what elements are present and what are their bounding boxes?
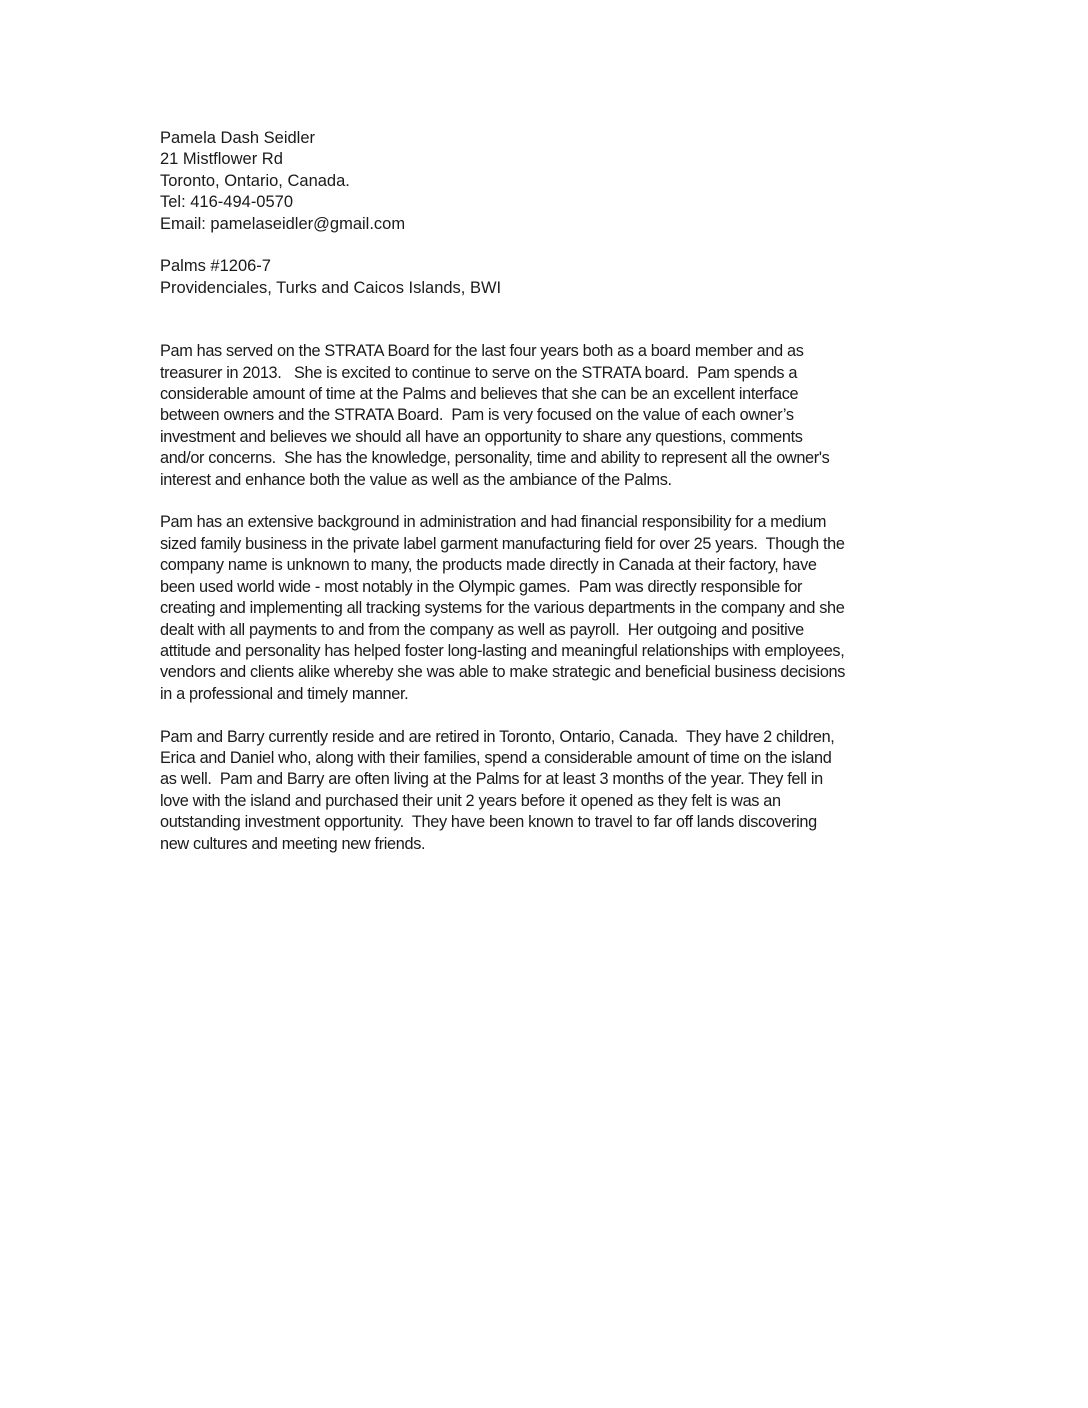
paragraph-line: creating and implementing all tracking systems for the various departments in the company and she xyxy=(160,599,845,618)
property-block xyxy=(160,256,940,299)
paragraph-line: interest and enhance both the value as well as the ambiance of the Palms. xyxy=(160,470,672,489)
paragraph-line: been used world wide - most notably in the Olympic games. Pam was directly responsible for xyxy=(160,577,803,596)
contact-email: Email: pamelaseidler@gmail.com xyxy=(160,214,406,233)
paragraph-board-service xyxy=(160,341,940,491)
paragraph-line: sized family business in the private label garment manufacturing field for over 25 years. Though the xyxy=(160,534,845,553)
paragraph-line: love with the island and purchased their unit 2 years before it opened as they felt is was an xyxy=(160,791,781,810)
paragraph-line: outstanding investment opportunity. They have been known to travel to far off lands discovering xyxy=(160,813,817,832)
paragraph-line: as well. Pam and Barry are often living at the Palms for at least 3 months of the year. They fell in xyxy=(160,770,823,789)
paragraph-line: Pam has an extensive background in administration and had financial responsibility for a medium xyxy=(160,513,827,532)
contact-tel: Tel: 416-494-0570 xyxy=(160,193,294,212)
contact-street: 21 Mistflower Rd xyxy=(160,150,283,169)
paragraph-background xyxy=(160,512,940,705)
paragraph-line: in a professional and timely manner. xyxy=(160,684,409,703)
paragraph-line: Pam and Barry currently reside and are retired in Toronto, Ontario, Canada. They have 2 children, xyxy=(160,727,835,746)
paragraph-line: new cultures and meeting new friends. xyxy=(160,834,426,853)
paragraph-line: Erica and Daniel who, along with their families, spend a considerable amount of time on the island xyxy=(160,748,832,767)
paragraph-line: vendors and clients alike whereby she was able to make strategic and beneficial business decisions xyxy=(160,663,846,682)
letter-page xyxy=(160,128,940,876)
property-unit: Palms #1206-7 xyxy=(160,257,271,276)
paragraph-line: investment and believes we should all have an opportunity to share any questions, comments xyxy=(160,427,803,446)
paragraph-line: dealt with all payments to and from the company as well as payroll. Her outgoing and positive xyxy=(160,620,804,639)
contact-name: Pamela Dash Seidler xyxy=(160,129,315,147)
property-location: Providenciales, Turks and Caicos Islands, BWI xyxy=(160,278,502,297)
contact-city: Toronto, Ontario, Canada. xyxy=(160,171,350,190)
paragraph-line: considerable amount of time at the Palms and believes that she can be an excellent interface xyxy=(160,385,799,404)
paragraph-line: Pam has served on the STRATA Board for the last four years both as a board member and as xyxy=(160,342,804,361)
paragraph-line: between owners and the STRATA Board. Pam is very focused on the value of each owner’s xyxy=(160,406,794,425)
paragraph-line: treasurer in 2013. She is excited to continue to serve on the STRATA board. Pam spends a xyxy=(160,363,798,382)
paragraph-family xyxy=(160,727,940,855)
contact-block xyxy=(160,128,940,235)
paragraph-line: attitude and personality has helped foster long-lasting and meaningful relationships with employees, xyxy=(160,641,845,660)
paragraph-line: and/or concerns. She has the knowledge, personality, time and ability to represent all the owner's xyxy=(160,449,830,468)
paragraph-line: company name is unknown to many, the products made directly in Canada at their factory, have xyxy=(160,556,817,575)
